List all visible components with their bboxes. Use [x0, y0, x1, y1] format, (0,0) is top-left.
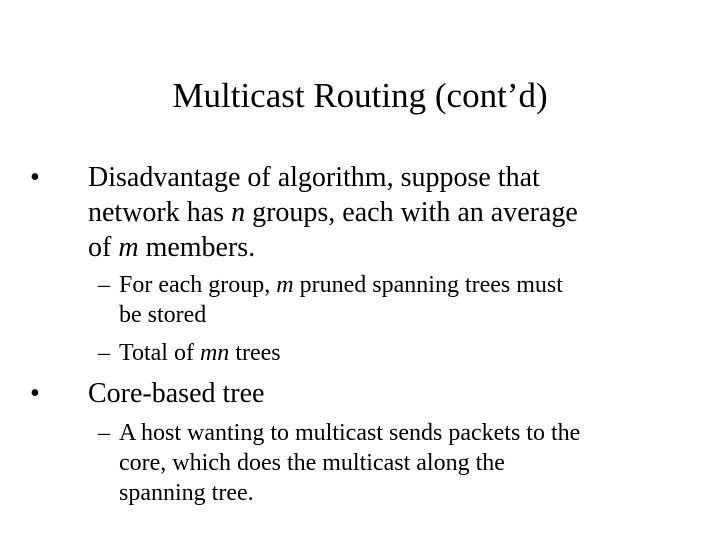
- text-run: of: [88, 232, 119, 263]
- dash-glyph: –: [98, 340, 110, 366]
- bullet-line: [88, 376, 698, 411]
- variable-mn: mn: [199, 340, 230, 366]
- text-run: members.: [138, 232, 256, 263]
- sub-bullet-text: [119, 418, 679, 508]
- bullet-text: [88, 376, 698, 411]
- text-run: Total of: [119, 340, 200, 366]
- text-run: pruned spanning trees must: [293, 272, 563, 298]
- sub-bullet-line: [119, 418, 679, 448]
- slide-title: Multicast Routing (cont’d): [172, 76, 548, 115]
- text-run: core, which does the multicast along the: [119, 450, 505, 476]
- bullet-line: [88, 230, 698, 265]
- bullet-glyph: •: [30, 162, 40, 193]
- text-run: network has: [88, 197, 232, 228]
- sub-bullet-line: [119, 448, 679, 478]
- text-run: groups, each with an average: [245, 197, 578, 228]
- sub-bullet-line: [119, 338, 679, 368]
- sub-bullet-line: [119, 300, 679, 330]
- text-run: Disadvantage of algorithm, suppose that: [88, 162, 540, 193]
- text-run: For each group,: [119, 272, 277, 298]
- text-run: A host wanting to multicast sends packets to the: [119, 420, 581, 446]
- sub-bullet-line: [119, 478, 679, 508]
- sub-bullet-text: [119, 338, 679, 368]
- text-run: trees: [229, 340, 281, 366]
- bullet-glyph: •: [30, 378, 40, 409]
- text-run: spanning tree.: [119, 480, 254, 506]
- dash-glyph: –: [98, 420, 110, 446]
- text-run: be stored: [119, 302, 207, 328]
- sub-bullet-line: [119, 270, 679, 300]
- bullet-line: [88, 195, 698, 230]
- variable-m: m: [118, 232, 139, 263]
- sub-bullet-text: [119, 270, 679, 330]
- text-run: Core-based tree: [88, 378, 265, 409]
- variable-n: n: [231, 197, 246, 228]
- variable-m: m: [276, 272, 294, 298]
- bullet-line: [88, 160, 698, 195]
- bullet-text: [88, 160, 698, 265]
- dash-glyph: –: [98, 272, 110, 298]
